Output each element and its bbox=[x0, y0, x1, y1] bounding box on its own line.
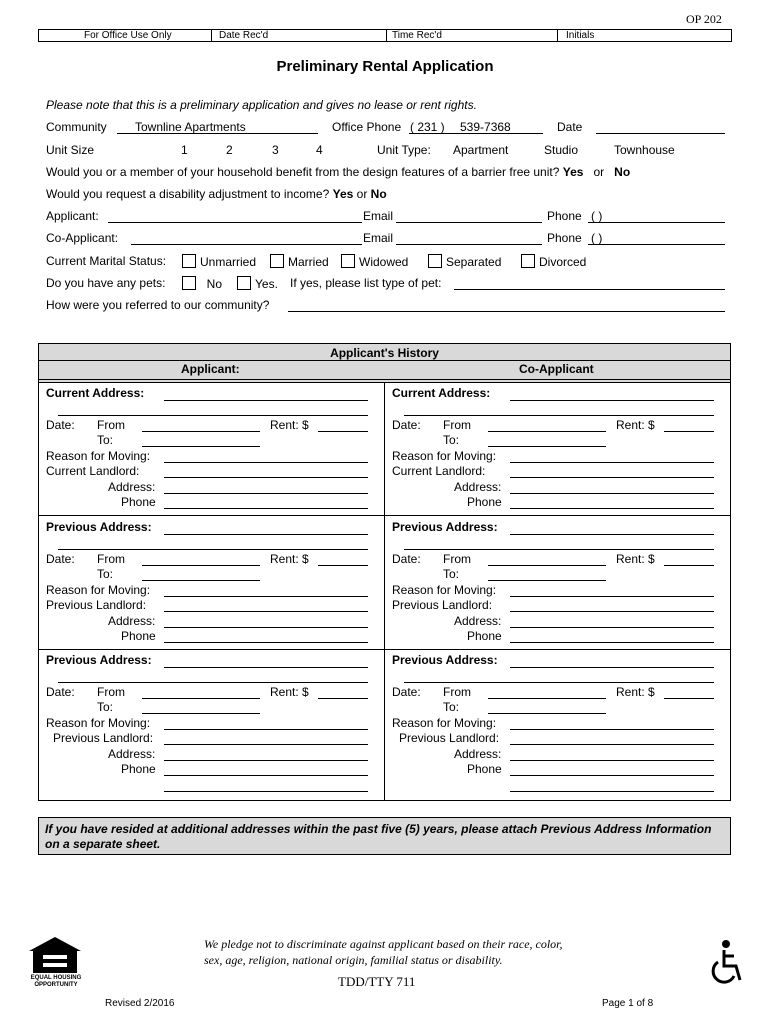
applicant-current-to-label: To: bbox=[97, 433, 114, 447]
applicant-previous-1-reason-label: Reason for Moving: bbox=[46, 583, 151, 597]
applicant-previous-1-to-label: To: bbox=[97, 567, 114, 581]
applicant-previous-2-address-label: Previous Address: bbox=[46, 653, 152, 667]
coapplicant-previous-2-landlord-label: Previous Landlord: bbox=[399, 731, 500, 745]
barrier-free-question: Would you or a member of your household benefit from the design features of a barrier free unit? bbox=[46, 165, 560, 179]
applicant-previous-2-landlord-field[interactable] bbox=[164, 744, 368, 745]
applicant-previous-2-extra-line[interactable] bbox=[164, 791, 368, 792]
coapplicant-previous-1-address-line2[interactable] bbox=[404, 549, 714, 550]
applicant-current-landlord-address-label: Address: bbox=[108, 480, 156, 494]
applicant-previous-1-from-label: From bbox=[97, 552, 125, 566]
marital-unmarried[interactable]: Unmarried bbox=[182, 254, 256, 269]
applicant-phone-label: Phone bbox=[547, 209, 582, 223]
referred-field[interactable] bbox=[288, 311, 725, 312]
coapplicant-previous-1-landlord-phone-field[interactable] bbox=[510, 642, 714, 643]
revised-text: Revised 2/2016 bbox=[105, 998, 175, 1009]
coapplicant-phone-paren: ( ) bbox=[591, 231, 603, 245]
coapplicant-field[interactable] bbox=[131, 244, 362, 245]
coapplicant-previous-1-from-label: From bbox=[443, 552, 471, 566]
coapplicant-phone-field[interactable] bbox=[588, 244, 725, 245]
coapplicant-previous-2-from-label: From bbox=[443, 685, 471, 699]
barrier-or: or bbox=[593, 165, 605, 179]
coapplicant-current-address-label: Current Address: bbox=[392, 386, 491, 400]
coapplicant-previous-2-to-label: To: bbox=[443, 700, 460, 714]
applicant-current-landlord-phone-label: Phone bbox=[121, 495, 156, 509]
coapplicant-previous-2-address-line2[interactable] bbox=[404, 682, 714, 683]
applicant-previous-1-rent-field[interactable] bbox=[318, 565, 368, 566]
coapplicant-current-landlord-phone-label: Phone bbox=[467, 495, 502, 509]
marital-married[interactable]: Married bbox=[270, 254, 329, 269]
office-phone-number: 539-7368 bbox=[460, 120, 511, 134]
applicant-previous-2-address-field[interactable] bbox=[164, 667, 368, 668]
applicant-current-landlord-field[interactable] bbox=[164, 477, 368, 478]
applicant-previous-2-landlord-phone-field[interactable] bbox=[164, 775, 368, 776]
coapplicant-previous-2-from-field[interactable] bbox=[488, 698, 606, 699]
notice-box-text: If you have resided at additional addresses within the past five (5) years, please attach Previous Address Information on a separate sheet. bbox=[45, 822, 712, 851]
applicant-label: Applicant: bbox=[46, 209, 99, 223]
equal-housing-text: EQUAL HOUSING OPPORTUNITY bbox=[30, 975, 82, 988]
applicant-current-address-line2[interactable] bbox=[58, 415, 368, 416]
page-number: Page 1 of 8 bbox=[602, 998, 654, 1009]
pledge-text: We pledge not to discriminate against applicant based on their race, color, sex, age, religion, national origin, familial status or disability. bbox=[204, 937, 563, 967]
coapplicant-current-rent-field[interactable] bbox=[664, 431, 714, 432]
coapplicant-phone-label: Phone bbox=[547, 231, 582, 245]
coapplicant-current-to-field[interactable] bbox=[488, 446, 606, 447]
office-phone-label: Office Phone bbox=[332, 120, 402, 134]
applicant-previous-1-landlord-label: Previous Landlord: bbox=[46, 598, 147, 612]
coapplicant-previous-1-from-field[interactable] bbox=[488, 565, 606, 566]
applicant-previous-2-from-field[interactable] bbox=[142, 698, 260, 699]
office-use-strip bbox=[38, 29, 732, 42]
coapplicant-current-landlord-field[interactable] bbox=[510, 477, 714, 478]
coapplicant-current-from-field[interactable] bbox=[488, 431, 606, 432]
applicant-previous-2-date-label: Date: bbox=[46, 685, 75, 699]
applicant-current-landlord-phone-field[interactable] bbox=[164, 508, 368, 509]
applicant-previous-2-reason-label: Reason for Moving: bbox=[46, 716, 151, 730]
applicant-field[interactable] bbox=[108, 222, 362, 223]
pets-no[interactable]: No bbox=[182, 276, 222, 291]
coapplicant-previous-1-date-label: Date: bbox=[392, 552, 421, 566]
applicant-previous-2-reason-field[interactable] bbox=[164, 729, 368, 730]
coapplicant-previous-2-landlord-address-label: Address: bbox=[454, 747, 502, 761]
coapplicant-previous-1-rent-field[interactable] bbox=[664, 565, 714, 566]
history-applicant-header: Applicant: bbox=[181, 362, 240, 376]
coapplicant-previous-2-date-label: Date: bbox=[392, 685, 421, 699]
applicant-phone-field[interactable] bbox=[588, 222, 725, 223]
marital-divorced[interactable]: Divorced bbox=[521, 254, 586, 269]
disability-or: or bbox=[356, 187, 368, 201]
coapplicant-previous-1-to-label: To: bbox=[443, 567, 460, 581]
coapplicant-previous-1-to-field[interactable] bbox=[488, 580, 606, 581]
unit-size-1[interactable]: 1 bbox=[181, 143, 188, 157]
coapplicant-previous-2-rent-label: Rent: $ bbox=[616, 685, 655, 699]
coapplicant-current-landlord-address-field[interactable] bbox=[510, 493, 714, 494]
checkbox-icon[interactable] bbox=[428, 254, 442, 268]
unit-type-studio[interactable]: Studio bbox=[544, 143, 579, 157]
coapplicant-previous-2-landlord-phone-field[interactable] bbox=[510, 775, 714, 776]
applicant-previous-1-address-line2[interactable] bbox=[58, 549, 368, 550]
checkbox-icon[interactable] bbox=[182, 254, 196, 268]
coapplicant-previous-1-address-label: Previous Address: bbox=[392, 520, 498, 534]
marital-widowed[interactable]: Widowed bbox=[341, 254, 408, 269]
coapplicant-current-landlord-address-label: Address: bbox=[454, 480, 502, 494]
equal-housing-logo bbox=[25, 935, 85, 990]
checkbox-icon[interactable] bbox=[237, 276, 251, 290]
community-label: Community bbox=[46, 120, 107, 134]
coapplicant-previous-2-extra-line[interactable] bbox=[510, 791, 714, 792]
pets-list-label: If yes, please list type of pet: bbox=[290, 276, 442, 290]
coapplicant-email-field[interactable] bbox=[396, 244, 542, 245]
coapplicant-current-rent-label: Rent: $ bbox=[616, 418, 655, 432]
coapplicant-current-landlord-label: Current Landlord: bbox=[392, 464, 486, 478]
disability-yes[interactable]: Yes bbox=[332, 187, 354, 201]
unit-size-3[interactable]: 3 bbox=[272, 143, 279, 157]
notice-text: Please note that this is a preliminary application and gives no lease or rent rights. bbox=[46, 98, 477, 112]
checkbox-icon[interactable] bbox=[341, 254, 355, 268]
coapplicant-previous-2-reason-label: Reason for Moving: bbox=[392, 716, 497, 730]
house-icon bbox=[25, 935, 85, 975]
applicant-previous-2-landlord-label: Previous Landlord: bbox=[53, 731, 154, 745]
applicant-email-field[interactable] bbox=[396, 222, 542, 223]
applicant-previous-1-rent-label: Rent: $ bbox=[270, 552, 309, 566]
community-value[interactable]: Townline Apartments bbox=[135, 120, 246, 134]
office-use-label: For Office Use Only bbox=[84, 30, 172, 41]
applicant-current-to-field[interactable] bbox=[142, 446, 260, 447]
disability-question: Would you request a disability adjustment to income? bbox=[46, 187, 330, 201]
checkbox-icon[interactable] bbox=[521, 254, 535, 268]
applicant-phone-paren: ( ) bbox=[591, 209, 603, 223]
pets-list-field[interactable] bbox=[454, 289, 725, 290]
unit-size-label: Unit Size bbox=[46, 143, 95, 157]
applicant-previous-2-rent-field[interactable] bbox=[318, 698, 368, 699]
coapplicant-current-address-line2[interactable] bbox=[404, 415, 714, 416]
applicant-current-rent-label: Rent: $ bbox=[270, 418, 309, 432]
applicant-previous-2-landlord-address-field[interactable] bbox=[164, 760, 368, 761]
applicant-previous-1-landlord-phone-field[interactable] bbox=[164, 642, 368, 643]
office-phone-area: ( 231 ) bbox=[410, 120, 445, 134]
applicant-previous-1-landlord-address-field[interactable] bbox=[164, 627, 368, 628]
wheelchair-icon bbox=[706, 938, 746, 988]
coapplicant-previous-2-address-field[interactable] bbox=[510, 667, 714, 668]
coapplicant-current-date-label: Date: bbox=[392, 418, 421, 432]
history-title: Applicant's History bbox=[330, 346, 439, 360]
applicant-previous-1-landlord-phone-label: Phone bbox=[121, 629, 156, 643]
applicant-current-reason-label: Reason for Moving: bbox=[46, 449, 151, 463]
tdd-text: TDD/TTY 711 bbox=[338, 974, 416, 989]
applicant-current-from-label: From bbox=[97, 418, 125, 432]
date-label: Date bbox=[557, 120, 583, 134]
coapplicant-previous-1-reason-label: Reason for Moving: bbox=[392, 583, 497, 597]
applicant-previous-1-landlord-address-label: Address: bbox=[108, 614, 156, 628]
applicant-current-reason-field[interactable] bbox=[164, 462, 368, 463]
unit-type-townhouse[interactable]: Townhouse bbox=[614, 143, 675, 157]
coapplicant-email-label: Email bbox=[363, 231, 394, 245]
applicant-previous-1-address-field[interactable] bbox=[164, 534, 368, 535]
coapplicant-previous-2-landlord-phone-label: Phone bbox=[467, 762, 502, 776]
applicant-previous-2-landlord-address-label: Address: bbox=[108, 747, 156, 761]
form-code: OP 202 bbox=[686, 12, 722, 26]
applicant-previous-1-landlord-field[interactable] bbox=[164, 611, 368, 612]
referred-label: How were you referred to our community? bbox=[46, 298, 270, 312]
coapplicant-previous-2-to-field[interactable] bbox=[488, 713, 606, 714]
applicant-current-date-label: Date: bbox=[46, 418, 75, 432]
coapplicant-current-reason-field[interactable] bbox=[510, 462, 714, 463]
applicant-previous-1-to-field[interactable] bbox=[142, 580, 260, 581]
history-coapplicant-header: Co-Applicant bbox=[519, 362, 594, 376]
unit-size-4[interactable]: 4 bbox=[316, 143, 323, 157]
applicant-previous-1-date-label: Date: bbox=[46, 552, 75, 566]
marital-separated[interactable]: Separated bbox=[428, 254, 501, 269]
checkbox-icon[interactable] bbox=[270, 254, 284, 268]
applicant-previous-2-address-line2[interactable] bbox=[58, 682, 368, 683]
barrier-no[interactable]: No bbox=[614, 165, 631, 179]
applicant-previous-2-landlord-phone-label: Phone bbox=[121, 762, 156, 776]
applicant-email-label: Email bbox=[363, 209, 394, 223]
coapplicant-previous-1-reason-field[interactable] bbox=[510, 596, 714, 597]
coapplicant-current-address-field[interactable] bbox=[510, 400, 714, 401]
applicant-previous-1-address-label: Previous Address: bbox=[46, 520, 152, 534]
coapplicant-previous-2-landlord-field[interactable] bbox=[510, 744, 714, 745]
applicant-current-landlord-address-field[interactable] bbox=[164, 493, 368, 494]
coapplicant-previous-1-rent-label: Rent: $ bbox=[616, 552, 655, 566]
pets-label: Do you have any pets: bbox=[46, 276, 166, 290]
applicant-previous-2-to-field[interactable] bbox=[142, 713, 260, 714]
applicant-current-address-field[interactable] bbox=[164, 400, 368, 401]
applicant-current-address-label: Current Address: bbox=[46, 386, 145, 400]
barrier-yes[interactable]: Yes bbox=[562, 165, 584, 179]
marital-label: Current Marital Status: bbox=[46, 254, 167, 268]
applicant-current-rent-field[interactable] bbox=[318, 431, 368, 432]
coapplicant-previous-1-landlord-address-field[interactable] bbox=[510, 627, 714, 628]
applicant-previous-2-rent-label: Rent: $ bbox=[270, 685, 309, 699]
applicant-previous-1-from-field[interactable] bbox=[142, 565, 260, 566]
applicant-previous-1-reason-field[interactable] bbox=[164, 596, 368, 597]
coapplicant-previous-2-reason-field[interactable] bbox=[510, 729, 714, 730]
coapplicant-previous-1-landlord-field[interactable] bbox=[510, 611, 714, 612]
applicant-previous-2-to-label: To: bbox=[97, 700, 114, 714]
time-recd-label: Time Rec'd bbox=[392, 30, 442, 41]
date-field[interactable] bbox=[596, 133, 725, 134]
coapplicant-previous-2-rent-field[interactable] bbox=[664, 698, 714, 699]
coapplicant-label: Co-Applicant: bbox=[46, 231, 119, 245]
checkbox-icon[interactable] bbox=[182, 276, 196, 290]
coapplicant-previous-2-address-label: Previous Address: bbox=[392, 653, 498, 667]
coapplicant-current-to-label: To: bbox=[443, 433, 460, 447]
applicant-current-landlord-label: Current Landlord: bbox=[46, 464, 140, 478]
page-title: Preliminary Rental Application bbox=[276, 58, 494, 75]
pets-yes[interactable]: Yes. bbox=[237, 276, 278, 291]
coapplicant-current-from-label: From bbox=[443, 418, 471, 432]
unit-type-label: Unit Type: bbox=[377, 143, 431, 157]
applicant-current-from-field[interactable] bbox=[142, 431, 260, 432]
initials-label: Initials bbox=[566, 30, 595, 41]
notice-box bbox=[38, 817, 731, 855]
unit-size-2[interactable]: 2 bbox=[226, 143, 233, 157]
unit-type-apartment[interactable]: Apartment bbox=[453, 143, 509, 157]
coapplicant-previous-2-landlord-address-field[interactable] bbox=[510, 760, 714, 761]
coapplicant-previous-1-landlord-address-label: Address: bbox=[454, 614, 502, 628]
disability-no[interactable]: No bbox=[370, 187, 387, 201]
coapplicant-current-landlord-phone-field[interactable] bbox=[510, 508, 714, 509]
coapplicant-previous-1-landlord-phone-label: Phone bbox=[467, 629, 502, 643]
date-recd-label: Date Rec'd bbox=[219, 30, 269, 41]
applicant-previous-2-from-label: From bbox=[97, 685, 125, 699]
coapplicant-previous-1-address-field[interactable] bbox=[510, 534, 714, 535]
coapplicant-current-reason-label: Reason for Moving: bbox=[392, 449, 497, 463]
coapplicant-previous-1-landlord-label: Previous Landlord: bbox=[392, 598, 493, 612]
